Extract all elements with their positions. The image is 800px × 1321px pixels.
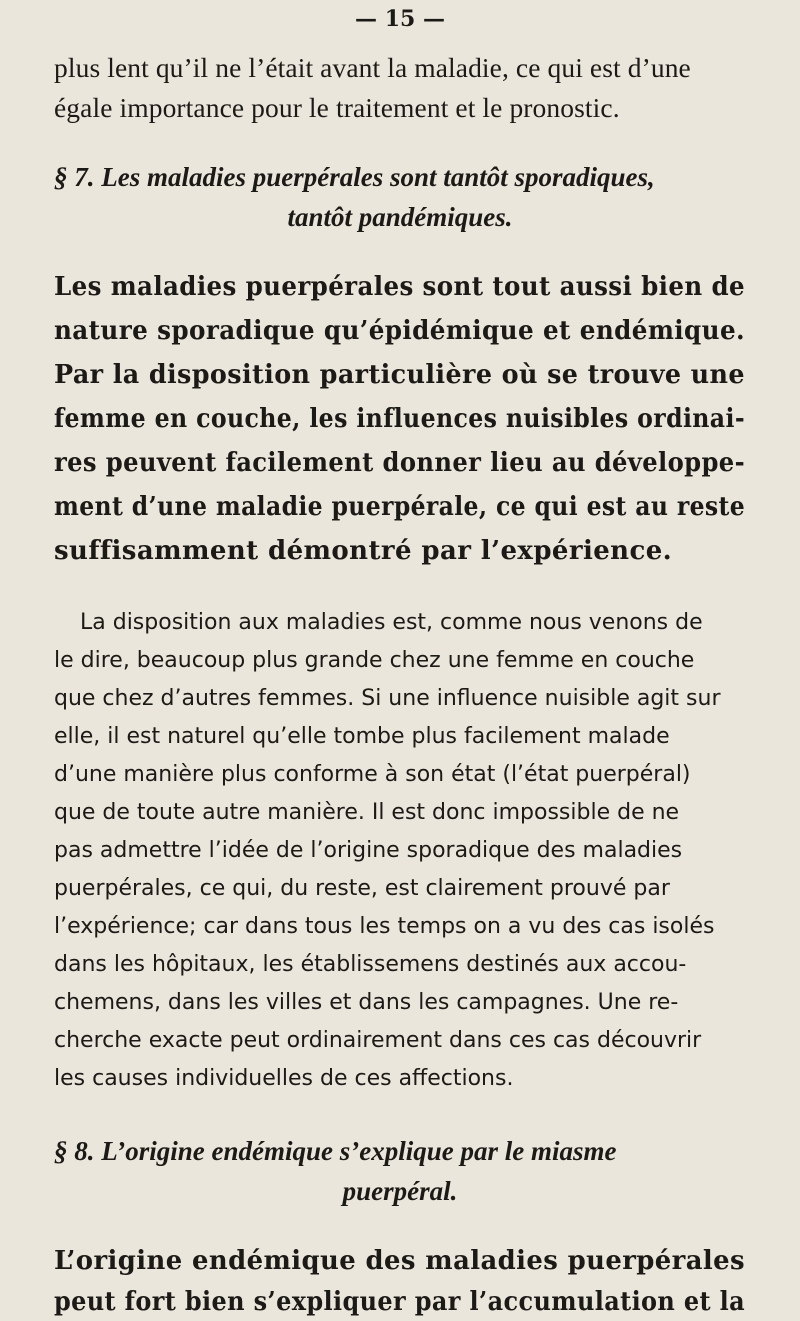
running-head: — 15 —: [355, 6, 445, 32]
text-line: La disposition aux maladies est, comme nous venons de: [80, 610, 703, 635]
text-line: que chez d’autres femmes. Si une influence nuisible agit sur: [54, 686, 721, 711]
text-line: cherche exacte peut ordinairement dans ces cas découvrir: [54, 1028, 702, 1053]
text-line: pas admettre l’idée de l’origine sporadique des maladies: [54, 838, 683, 863]
text-line: L’origine endémique des maladies puerpérales: [54, 1246, 745, 1276]
text-line: nature sporadique qu’épidémique et endémique.: [54, 316, 746, 346]
text-line: femme en couche, les influences nuisibles ordinai-: [54, 404, 745, 434]
text-line: que de toute autre manière. Il est donc impossible de ne: [54, 800, 680, 825]
text-line: elle, il est naturel qu’elle tombe plus facilement malade: [54, 724, 670, 749]
text-line: le dire, beaucoup plus grande chez une femme en couche: [54, 648, 695, 673]
text-line: chemens, dans les villes et dans les campagnes. Une re-: [54, 990, 679, 1015]
text-line: Par la disposition particulière où se trouve une: [54, 360, 745, 390]
text-line: l’expérience; car dans tous les temps on a vu des cas isolés: [54, 914, 715, 939]
text-line: puerpérales, ce qui, du reste, est clairement prouvé par: [54, 876, 670, 901]
heading-line: § 7. Les maladies puerpérales sont tantôt sporadiques,: [54, 162, 655, 192]
text-line: dans les hôpitaux, les établissemens destinés aux accou-: [54, 952, 687, 977]
heading-line: tantôt pandémiques.: [287, 202, 513, 232]
text-line: les causes individuelles de ces affections.: [54, 1066, 514, 1091]
text-line: plus lent qu’il ne l’était avant la maladie, ce qui est d’une: [54, 52, 691, 83]
text-line: suffisamment démontré par l’expérience.: [54, 536, 673, 566]
text-line: égale importance pour le traitement et le pronostic.: [54, 92, 620, 123]
text-line: d’une manière plus conforme à son état (l’état puerpéral): [54, 762, 691, 787]
text-line: Les maladies puerpérales sont tout aussi bien de: [54, 272, 745, 302]
heading-line: § 8. L’origine endémique s’explique par le miasme: [54, 1136, 617, 1166]
text-line: res peuvent facilement donner lieu au développe-: [54, 448, 746, 478]
heading-line: puerpéral.: [342, 1176, 458, 1206]
text-line: ment d’une maladie puerpérale, ce qui est au reste: [54, 492, 746, 522]
text-line: peut fort bien s’expliquer par l’accumulation et la: [54, 1287, 746, 1317]
